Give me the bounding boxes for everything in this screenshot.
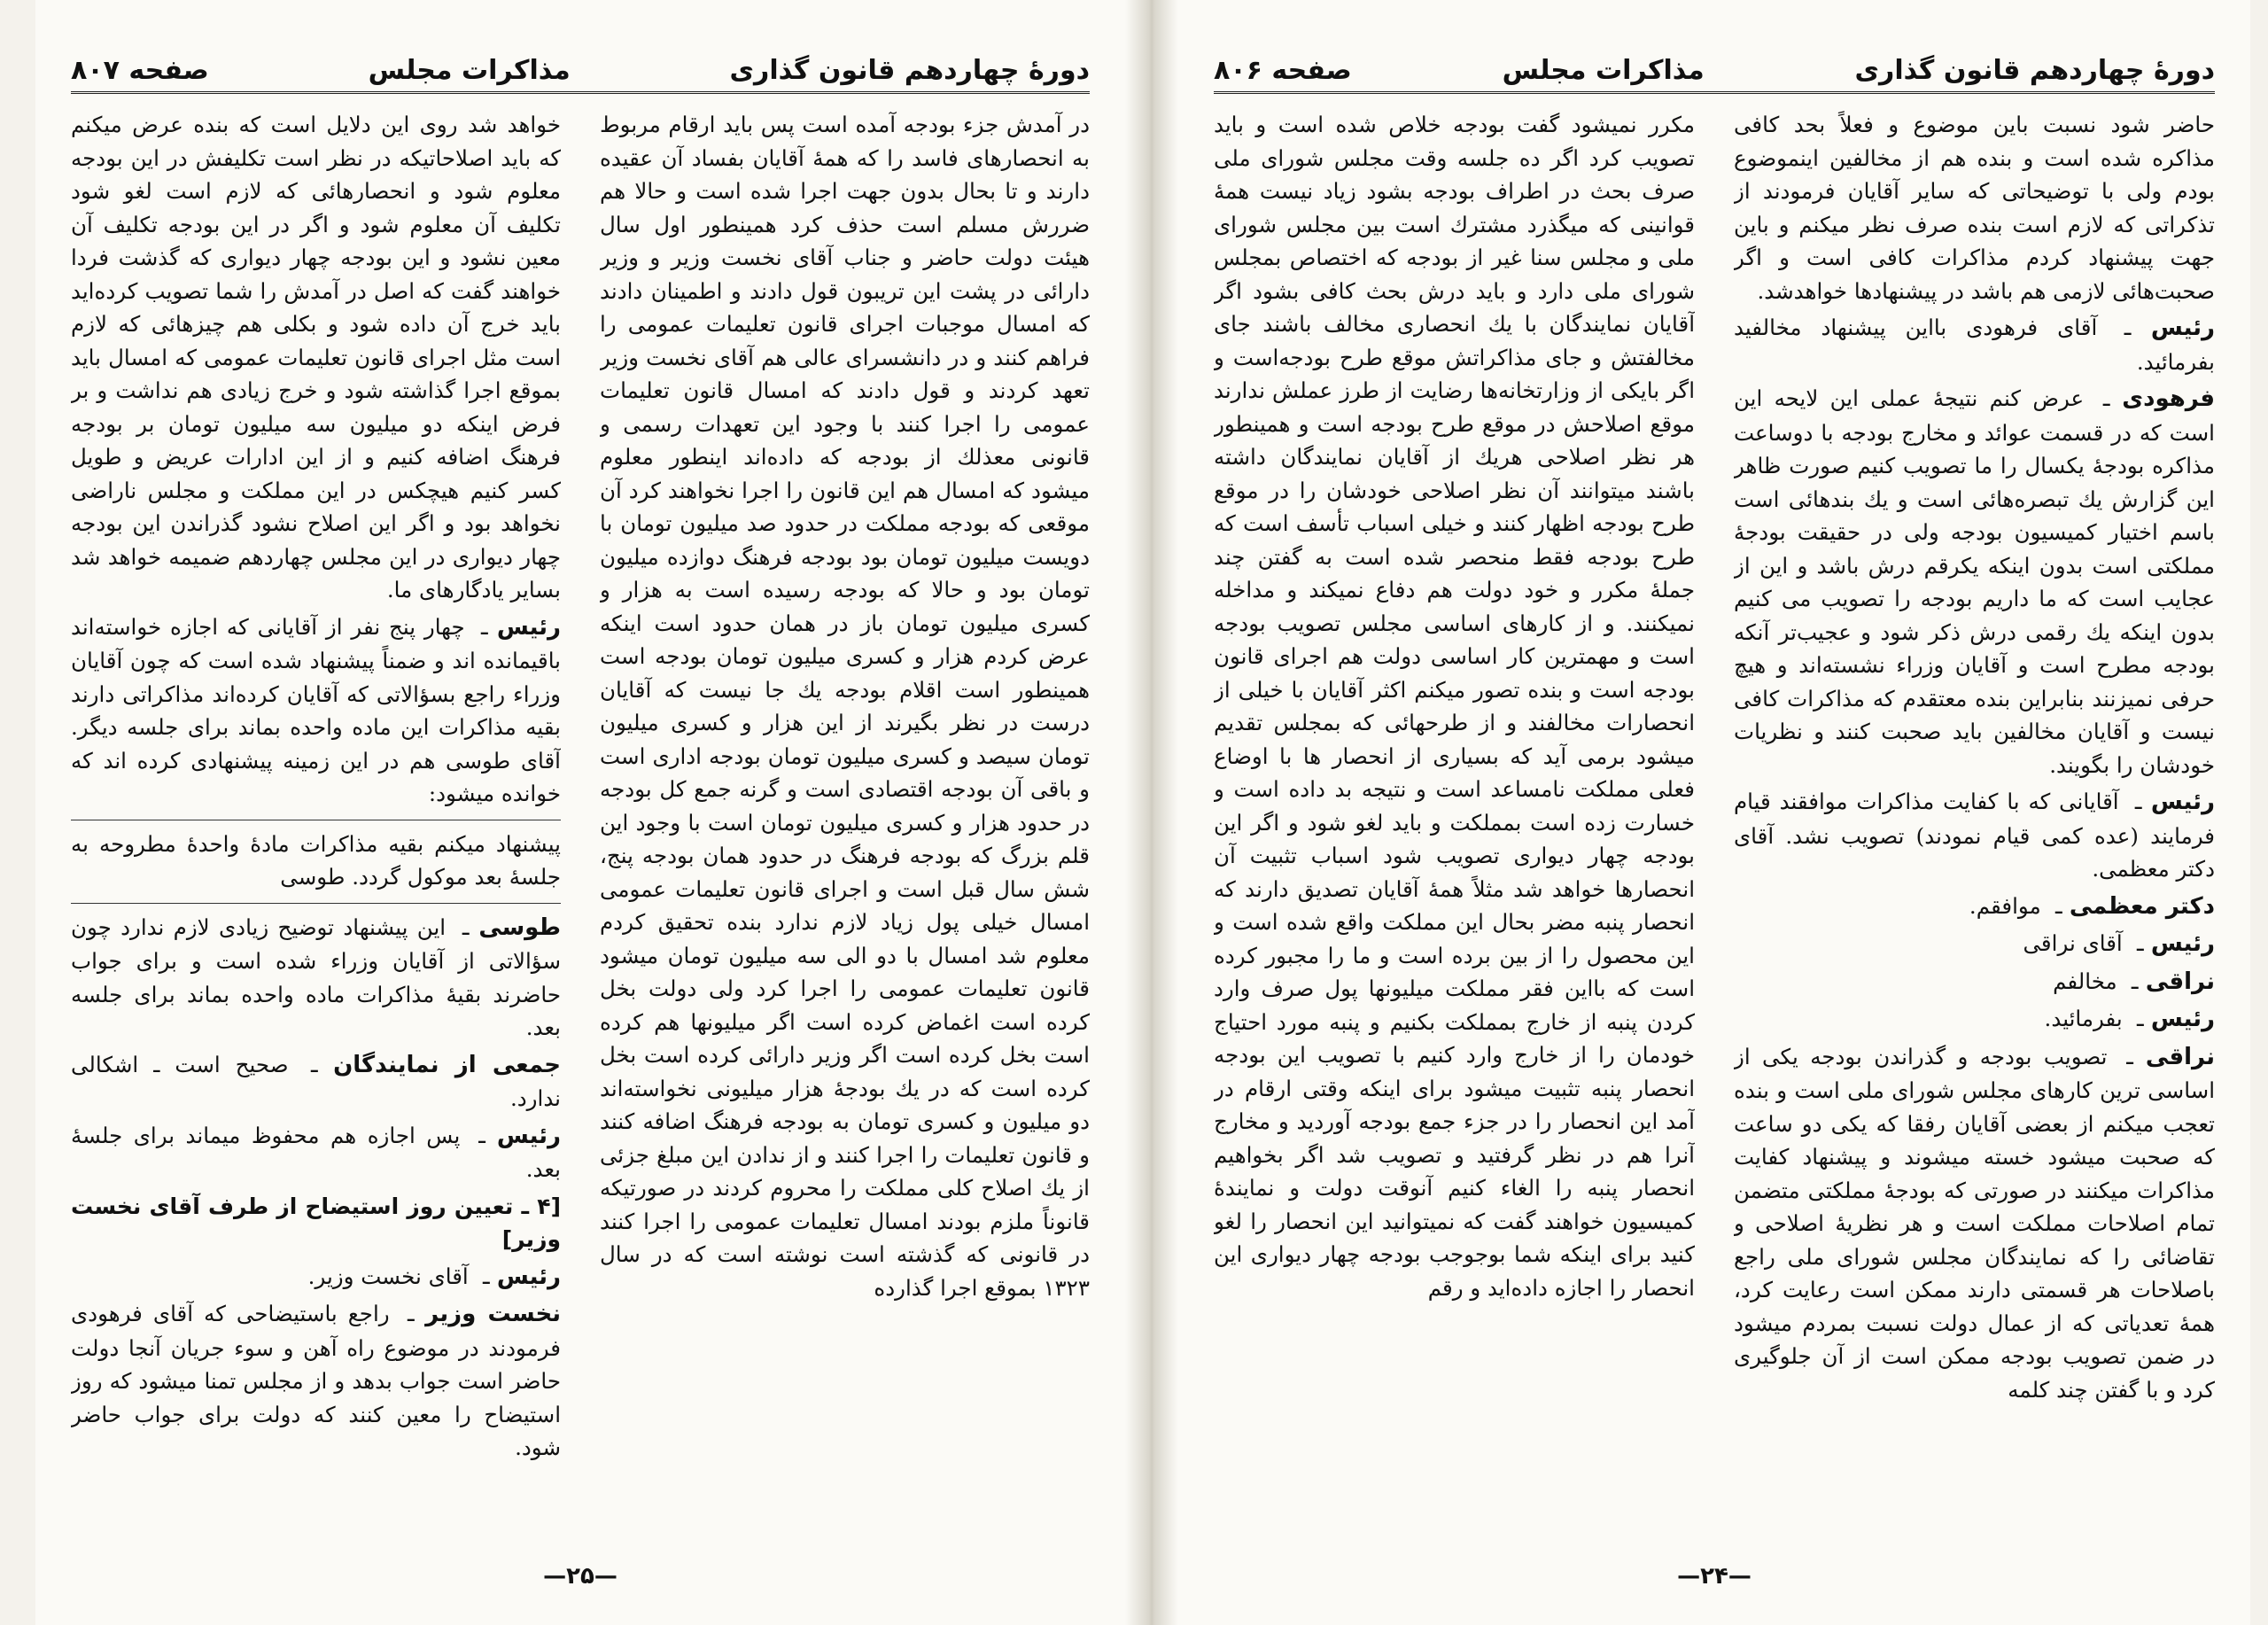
speech-paragraph bbox=[1734, 965, 2215, 999]
journal-title: دورهٔ چهاردهم قانون گذاری bbox=[1854, 55, 2215, 86]
speaker-name: رئیس ـ bbox=[467, 1123, 561, 1149]
running-head bbox=[1214, 44, 2215, 94]
separator-rule bbox=[71, 903, 561, 904]
speaker-name: جمعی از نمایندگان ـ bbox=[296, 1052, 561, 1078]
speaker-name: رئیس ـ bbox=[2130, 930, 2215, 957]
speech-paragraph bbox=[71, 911, 561, 1045]
speech-paragraph bbox=[1734, 311, 2215, 378]
speech-text: پس اجازه هم محفوظ میماند برای جلسهٔ بعد. bbox=[71, 1122, 561, 1182]
journal-title: دورهٔ چهاردهم قانون گذاری bbox=[729, 55, 1090, 86]
page-label: صفحه ۸۰۶ bbox=[1214, 55, 1352, 86]
speech-text: موافقم. bbox=[1969, 892, 2041, 919]
speaker-name: نخست وزیر ـ bbox=[397, 1301, 561, 1327]
section-title: مذاکرات مجلس bbox=[368, 55, 571, 86]
speech-text: آقای نخست وزیر. bbox=[307, 1263, 469, 1289]
column-right bbox=[1734, 108, 2215, 1528]
speech-text: عرض کنم نتیجهٔ عملی این لایحه این است که در قسمت عوائد و مخارج بودجه با دوساعت مذاکره بودجهٔ یکسال را ما تصویب کنیم صورت ظاهر این گزارش یك تبصره‌هائی است و یك بندهائی است باسم اختیار کمیسیون بودجه ولی در حقیقت بودجهٔ مملکتی است بدون اینکه یکرقم درش باشد و این از عجایب است که ما داریم بودجه را تصویب می کنیم بدون اینکه یك رقمی درش ذکر شود و عجیب‌تر آنکه بودجه مطرح است و آقایان وزراء نشسته‌اند و هیچ حرفی نمیزنند بنابراین بنده معتقدم که مذاکرات کافی نیست و آقایان مخالفین باید صحبت کنند و نظریات خودشان را بگویند. bbox=[1734, 385, 2215, 778]
page-807 bbox=[35, 0, 1125, 1625]
agenda-heading: [۴ ـ تعیین روز استیضاح از طرف آقای نخست وزیر] bbox=[71, 1193, 561, 1252]
column-left bbox=[71, 108, 561, 1528]
speech-text: بفرمائید. bbox=[2044, 1006, 2123, 1031]
speech-paragraph bbox=[1734, 1002, 2215, 1037]
folio: —۲۵— bbox=[543, 1563, 617, 1590]
speech-text: آقایانی که با کفایت مذاکرات موافقند قیام فرمایند (عده کمی قیام نمودند) تصویب نشد. آقای دکتر معظمی. bbox=[1734, 789, 2215, 882]
speaker-name: رئیس ـ bbox=[2126, 789, 2215, 815]
speaker-name: فرهودی ـ bbox=[2091, 385, 2215, 412]
speech-paragraph bbox=[71, 1048, 561, 1116]
text-columns bbox=[1214, 108, 2215, 1528]
body-paragraph: مکرر نمیشود گفت بودجه خلاص شده است و باید تصویب کرد اگر ده جلسه وقت مجلس شورای ملی صرف بحث در اطراف بودجه بشود زیاد نیست همهٔ قوانینی که میگذرد مشترك است بین مجلس شورای ملی و مجلس سنا غیر از بودجه که اختصاص بمجلس شورای ملی دارد و باید درش بحث کافی بشود اگر آقایان نمایندگان با یك انحصاری مخالف باشند جای مخالفتش و جای مذاکراتش موقع طرح بودجه‌است و اگر بایکی از وزارتخانه‌ها رضایت از طرز عملش ندارند موقع اصلاحش در موقع طرح بودجه است و همینطور هر نظر اصلاحی هریك از آقایان نمایندگان داشته باشند میتوانند آن نظر اصلاحی خودشان را در موقع طرح بودجه اظهار کنند و خیلی اسباب تأسف است که طرح بودجه فقط منحصر شده است به گفتن چند جملهٔ مکرر و خود دولت هم دفاع نمیکند و مداخله نمیکنند. و از کارهای اساسی مجلس تصویب بودجه است و مهمترین کار اساسی دولت هم اجرای قانون بودجه است و بنده تصور میکنم اکثر آقایان با خیلی از انحصارات مخالفند و از طرحهائی که بمجلس تقدیم میشود برمی آید که بسیاری از انحصار ها با اوضاع فعلی مملکت نامساعد است و نتیجه بد داده است و خسارت زده است بمملکت و باید لغو شود و اگر این بودجه چهار دیواری تصویب شود اسباب تثبیت آن انحصارها خواهد شد مثلاً همهٔ آقایان تصدیق دارند که انحصار پنبه مضر بحال این مملکت واقع شده است و این محصول را از بین برده است و ما را مجبور کرده است که بااین فقر مملکت میلیونها پول صرف وارد کردن پنبه از خارج بمملکت بکنیم و پنبه مورد احتیاج خودمان را از خارج وارد کنیم با تصویب این بودجه انحصار پنبه تثبیت میشود برای اینکه وقتی ارقام در آمد این انحصار را در جزء جمع بودجه آوردید و مخارج آنرا هم در نظر گرفتید و تصویب شد اگر بخواهیم انحصار پنبه را الغاء کنیم آنوقت دولت و نمایندهٔ کمیسیون خواهند گفت که نمیتوانید این انحصار را لغو کنید برای اینکه شما بوجوجب بودجه چهار دیواری این انحصار را اجازه داده‌اید و رقم bbox=[1214, 112, 1695, 1301]
speech-paragraph bbox=[71, 1297, 561, 1465]
speech-text: تصویب بودجه و گذراندن بودجه یکی از اساسی ترین کارهای مجلس شورای ملی است و بنده تعجب میکنم از بعضی آقایان رفقا که یکی دو ساعت که صحبت میشود خسته میشوند و پیشنهاد کفایت مذاکرات میکنند در صورتی که بودجهٔ مملکتی متضمن تمام اصلاحات مملکت است و هر نظریهٔ اصلاحی و تقاضائی را که نمایندگان مجلس شورای ملی راجع باصلاحات هر قسمتی دارند ممکن است رعایت کرد، همهٔ تعدیاتی که از عمال دولت نسبت بمردم میشود در ضمن تصویب بودجه ممکن است از آن جلوگیری کرد و با گفتن چند کلمه bbox=[1734, 1043, 2215, 1403]
book-gutter bbox=[1125, 0, 1178, 1625]
speaker-name: دکتر معظمی ـ bbox=[2048, 893, 2215, 920]
speech-paragraph bbox=[1734, 927, 2215, 961]
body-paragraph: در آمدش جزء بودجه آمده است پس باید ارقام مربوط به انحصارهای فاسد را که همهٔ آقایان بفساد آن عقیده دارند و تا بحال بدون جهت اجرا شده است و حالا هم ضررش مسلم است حذف کرد همینطور اول سال هیئت دولت حاضر و جناب آقای نخست وزیر و وزیر دارائی در پشت این تریبون قول دادند و اطمینان دادند که امسال موجبات اجرای قانون تعلیمات عمومی را فراهم کنند و در دانشسرای عالی هم آقای نخست وزیر تعهد کردند و قول دادند که امسال قانون تعلیمات عمومی را اجرا کنند با وجود این تعهدات رسمی و قانونی معذلك از بودجه که داده‌اند اینطور معلوم میشود که امسال هم این قانون را اجرا نخواهند کرد آن موقعی که بودجه مملکت در حدود صد میلیون تومان با دویست میلیون تومان بود بودجه فرهنگ دوازده میلیون تومان بود و حالا که بودجه رسیده است به هزار و کسری میلیون تومان باز در همان حدود است اینکه عرض کردم هزار و کسری میلیون تومان بودجه است همینطور است اقلام بودجه یك جا نیست که آقایان درست در نظر بگیرند از این هزار و کسری میلیون تومان سیصد و کسری میلیون تومان بودجه اداری است و باقی آن بودجه اقتصادی است و گرنه جمع کل بودجه در حدود هزار و کسری میلیون تومان است با وجود این قلم بزرگ که بودجه فرهنگ در حدود همان بودجه پنج، شش سال قبل است و اجرای قانون تعلیمات عمومی امسال خیلی پول زیاد لازم ندارد بنده تحقیق کردم معلوم شد امسال با دو الی سه میلیون تومان میشود قانون تعلیمات عمومی را اجرا کرد ولی دولت بخل کرده است اغماض کرده است اگر میلیونها هم کرده است بخل کرده است اگر وزیر دارائی کرده است بخل کرده است که در یك بودجهٔ هزار میلیونی نخواسته‌اند دو میلیون و کسری تومان به بودجه فرهنگ اضافه کنند و قانون تعلیمات را اجرا کنند و از ندادن این مبلغ جزئی از یك اصلاح کلی مملکت را محروم کردند در صورتیکه قانوناً ملزم بودند امسال تعلیمات عمومی را اجرا کنند در قانونی که گذشته است نوشته است که در سال ۱۳۲۳ بموقع اجرا گذارده bbox=[600, 112, 1090, 1301]
speech-paragraph bbox=[1734, 890, 2215, 924]
speech-text: آقای نراقی bbox=[2023, 930, 2123, 956]
column-left bbox=[1214, 108, 1695, 1528]
running-head bbox=[71, 44, 1090, 94]
speech-paragraph bbox=[71, 1260, 561, 1295]
speech-paragraph bbox=[1734, 785, 2215, 886]
speech-text: آقای فرهودی بااین پیشنهاد مخالفید بفرمائید. bbox=[1734, 315, 2215, 375]
column-right bbox=[600, 108, 1090, 1528]
speech-paragraph bbox=[71, 1119, 561, 1186]
speaker-name: رئیس ـ bbox=[2130, 1006, 2215, 1032]
speech-paragraph bbox=[1734, 382, 2215, 781]
text-columns bbox=[71, 108, 1090, 1528]
speech-text: صحیح است ـ اشکالی ندارد. bbox=[71, 1051, 561, 1111]
speaker-name: رئیس ـ bbox=[476, 1263, 561, 1290]
speech-paragraph bbox=[1734, 1040, 2215, 1407]
speech-paragraph bbox=[71, 610, 561, 811]
page-label: صفحه ۸۰۷ bbox=[71, 55, 209, 86]
body-paragraph: خواهد شد روی این دلایل است که بنده عرض میکنم که باید اصلاحاتیکه در نظر است تکلیفش در این بودجه معلوم شود و انحصارهائی که لازم است لغو شود تکلیف آن معلوم شود و اگر در این بودجه تکلیف آن معین نشود و این بودجه چهار دیواری که گذشت فردا خواهند گفت که اصل در آمدش را شما تصویب کرده‌اید باید خرج آن داده شود و بکلی هم چیزهائی که لازم است مثل اجرای قانون تعلیمات عمومی که امسال باید بموقع اجرا گذاشته شود و خرج زیادی هم نداشت و بر فرض اینکه دو میلیون سه میلیون تومان بر بودجه فرهنگ اضافه کنیم و از این ادارات عریض و طویل کسر کنیم هیچکس در این مملکت و مجلس ناراضی نخواهد بود و اگر این اصلاح نشود گذراندن این بودجه چهار دیواری در این مجلس چهاردهم ضمیمه خواهد شد بسایر یادگارهای ما. bbox=[71, 112, 561, 603]
speaker-name: رئیس ـ bbox=[472, 614, 561, 641]
speaker-name: نراقی ـ bbox=[2114, 1044, 2215, 1070]
speaker-name: طوسی ـ bbox=[453, 914, 561, 941]
speaker-name: نراقی ـ bbox=[2124, 968, 2215, 995]
speech-text: مخالفم bbox=[2053, 968, 2117, 994]
speaker-name: رئیس ـ bbox=[2104, 315, 2215, 341]
speech-text: چهار پنج نفر از آقایانی که اجازه خواسته‌اند باقیمانده اند و ضمناً پیشنهاد شده است که چون آقایان وزراء راجع بسؤالاتی که آقایان کرده‌اند مذاکراتی دارند بقیه مذاکرات این ماده واحده بماند برای جلسه دیگر. آقای طوسی هم در این زمینه پیشنهادی کرده اند که خوانده میشود: bbox=[71, 613, 561, 806]
page-806 bbox=[1178, 0, 2250, 1625]
body-paragraph: حاضر شود نسبت باین موضوع و فعلاً بحد کافی مذاکره شده است و بنده هم از مخالفین اینموضوع بودم ولی با توضیحاتی که سایر آقایان فرمودند از تذکراتی که لازم است بنده صرف نظر میکنم و باین جهت پیشنهاد کردم مذاکرات کافی است و اگر صحبت‌هائی لازمی هم باشد در پیشنهادها خواهدشد. bbox=[1734, 112, 2215, 304]
folio: —۲۴— bbox=[1677, 1563, 1751, 1590]
speech-text: راجع باستیضاحی که آقای فرهودی فرمودند در موضوع راه آهن و سوء جریان آنجا دولت حاضر است جواب بدهد و از مجلس تمنا میشود که روز استیضاح را معین کنند که دولت برای جواب حاضر شود. bbox=[71, 1301, 561, 1460]
body-paragraph: پیشنهاد میکنم بقیه مذاکرات مادهٔ واحدهٔ مطروحه به جلسهٔ بعد موکول گردد. طوسی bbox=[71, 830, 561, 890]
speech-text: این پیشنهاد توضیح زیادی لازم ندارد چون سؤالاتی از آقایان وزراء شده است و برای جواب حاضرند بقیهٔ مذاکرات ماده واحده بماند برای جلسه بعد. bbox=[71, 914, 561, 1040]
section-title: مذاکرات مجلس bbox=[1502, 55, 1705, 86]
